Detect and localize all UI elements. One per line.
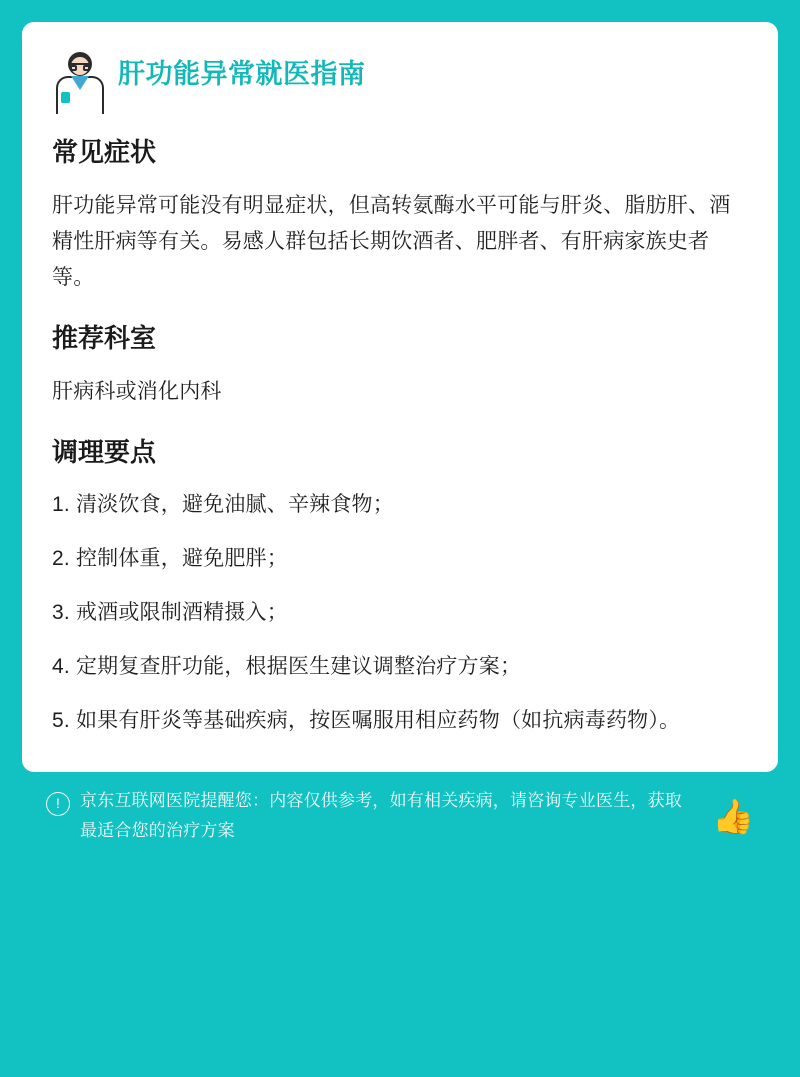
section-body-symptoms: 肝功能异常可能没有明显症状，但高转氨酶水平可能与肝炎、脂肪肝、酒精性肝病等有关。易感人群包括长期饮酒者、肥胖者、有肝病家族史者等。	[52, 193, 731, 290]
info-circle-icon: !	[46, 792, 70, 816]
list-item: 3. 戒酒或限制酒精摄入；	[52, 600, 288, 624]
disclaimer-text: 京东互联网医院提醒您：内容仅供参考，如有相关疾病，请咨询专业医生，获取最适合您的治疗方案	[80, 790, 682, 840]
section-body-department: 肝病科或消化内科	[52, 379, 222, 403]
care-tips-list	[52, 488, 748, 738]
section-heading-care-tips: 调理要点	[52, 437, 157, 468]
section-heading-department: 推荐科室	[52, 323, 157, 354]
page-title: 肝功能异常就医指南	[118, 59, 366, 89]
footer-disclaimer	[22, 772, 778, 846]
section-heading-symptoms: 常见症状	[52, 137, 157, 167]
thumbs-up-icon[interactable]: 👍	[712, 797, 755, 836]
list-item: 1. 清淡饮食，避免油腻、辛辣食物；	[52, 492, 394, 516]
list-item: 2. 控制体重，避免肥胖；	[52, 546, 288, 570]
list-item: 4. 定期复查肝功能，根据医生建议调整治疗方案；	[52, 654, 522, 678]
list-item: 5. 如果有肝炎等基础疾病，按医嘱服用相应药物（如抗病毒药物）。	[52, 708, 681, 732]
card-header	[52, 50, 748, 114]
doctor-avatar-icon	[52, 52, 108, 114]
guide-card	[22, 22, 778, 772]
